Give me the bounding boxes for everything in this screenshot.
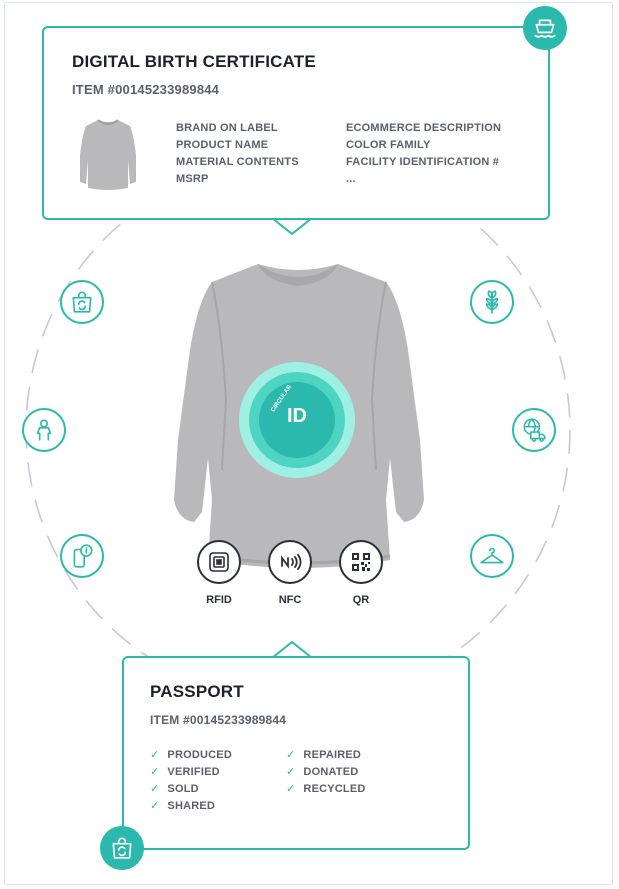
check-sold: ✓ SOLD: [150, 782, 199, 795]
phone-info-icon: [60, 534, 104, 578]
wheat-icon: [470, 280, 514, 324]
globe-truck-icon: [512, 408, 556, 452]
checkmark-icon: ✓: [150, 800, 160, 812]
checkmark-icon: ✓: [150, 766, 160, 778]
field-color-family: COLOR FAMILY: [346, 139, 431, 151]
checkmark-icon: ✓: [286, 783, 296, 795]
checkmark-icon: ✓: [150, 749, 160, 761]
nfc-icon: [268, 540, 312, 584]
check-donated: ✓ DONATED: [286, 765, 359, 778]
recycle-bag-badge-icon: [100, 826, 144, 870]
check-verified: ✓ VERIFIED: [150, 765, 220, 778]
check-repaired: ✓ REPAIRED: [286, 748, 362, 761]
field-product-name: PRODUCT NAME: [176, 139, 269, 151]
birth-certificate-item-number: ITEM #00145233989844: [72, 82, 220, 97]
field-facility-identification: FACILITY IDENTIFICATION #: [346, 156, 500, 168]
checkmark-icon: ✓: [150, 783, 160, 795]
digital-birth-certificate-card: [42, 26, 550, 220]
passport-item-number: ITEM #00145233989844: [150, 713, 287, 727]
rfid-label: RFID: [206, 594, 232, 606]
field-brand-on-label: BRAND ON LABEL: [176, 122, 278, 134]
checkmark-icon: ✓: [286, 749, 296, 761]
passport-card: [122, 656, 470, 850]
person-icon: [22, 408, 66, 452]
passport-title: PASSPORT: [150, 682, 244, 701]
birth-certificate-title: DIGITAL BIRTH CERTIFICATE: [72, 52, 316, 71]
birth-callout-pointer: [272, 218, 312, 234]
field-msrp: MSRP: [176, 173, 209, 185]
check-recycled: ✓ RECYCLED: [286, 782, 366, 795]
check-shared: ✓ SHARED: [150, 799, 216, 812]
checkmark-icon: ✓: [286, 766, 296, 778]
qr-label: QR: [352, 594, 370, 606]
birth-certificate-fields: [176, 122, 536, 185]
id-badge-arc-text: CIRCULAR: [270, 384, 294, 414]
field-material-contents: MATERIAL CONTENTS: [176, 156, 299, 168]
recycle-bag-icon: [60, 280, 104, 324]
qr-code-icon: [339, 540, 383, 584]
field-ecommerce-description: ECOMMERCE DESCRIPTION: [346, 122, 502, 134]
check-produced: ✓ PRODUCED: [150, 748, 232, 761]
rfid-icon: [197, 540, 241, 584]
nfc-label: NFC: [278, 594, 302, 606]
hanger-icon: [470, 534, 514, 578]
ship-icon: [523, 6, 567, 50]
field-ellipsis: ...: [346, 173, 356, 185]
passport-checklist: [150, 748, 450, 812]
sweater-thumbnail: [78, 116, 138, 194]
id-badge-label: ID: [287, 405, 307, 427]
